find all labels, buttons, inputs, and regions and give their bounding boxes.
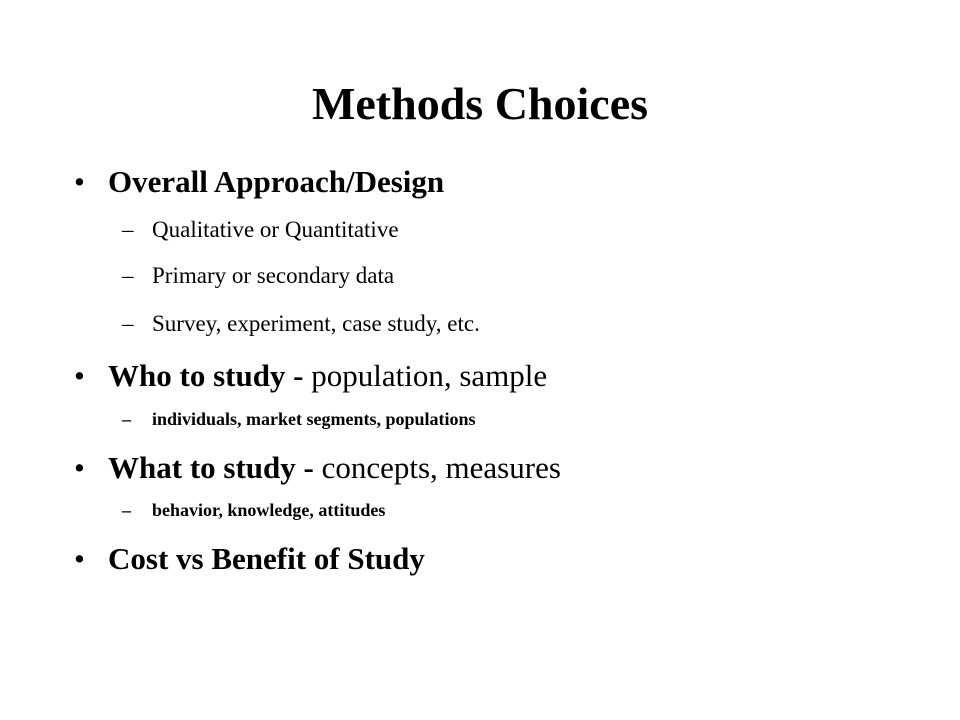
dash-icon: – [122,500,131,520]
bullet-detail: population, sample [311,358,548,393]
bullet-heading: Who to study - [108,358,312,393]
sub-item-text: Primary or secondary data [152,263,395,288]
dash-icon: – [122,263,134,288]
bullet-heading: What to study - [108,450,322,485]
dash-icon: – [122,311,134,336]
bullet-icon: • [74,541,85,576]
bullet-icon: • [74,164,85,199]
slide-title: Methods Choices [311,78,649,129]
bullet-icon: • [74,450,85,485]
sub-item-text: behavior, knowledge, attitudes [152,500,386,520]
bullet-icon: • [74,358,85,393]
bullet-heading: Overall Approach/Design [108,164,445,199]
sub-item-text: Qualitative or Quantitative [152,217,399,242]
sub-item-text: Survey, experiment, case study, etc. [152,311,480,336]
bullet-heading: Cost vs Benefit of Study [108,541,425,576]
sub-item-text: individuals, market segments, populations [152,409,476,429]
dash-icon: – [122,217,134,242]
dash-icon: – [122,409,131,429]
bullet-detail: concepts, measures [321,450,561,485]
